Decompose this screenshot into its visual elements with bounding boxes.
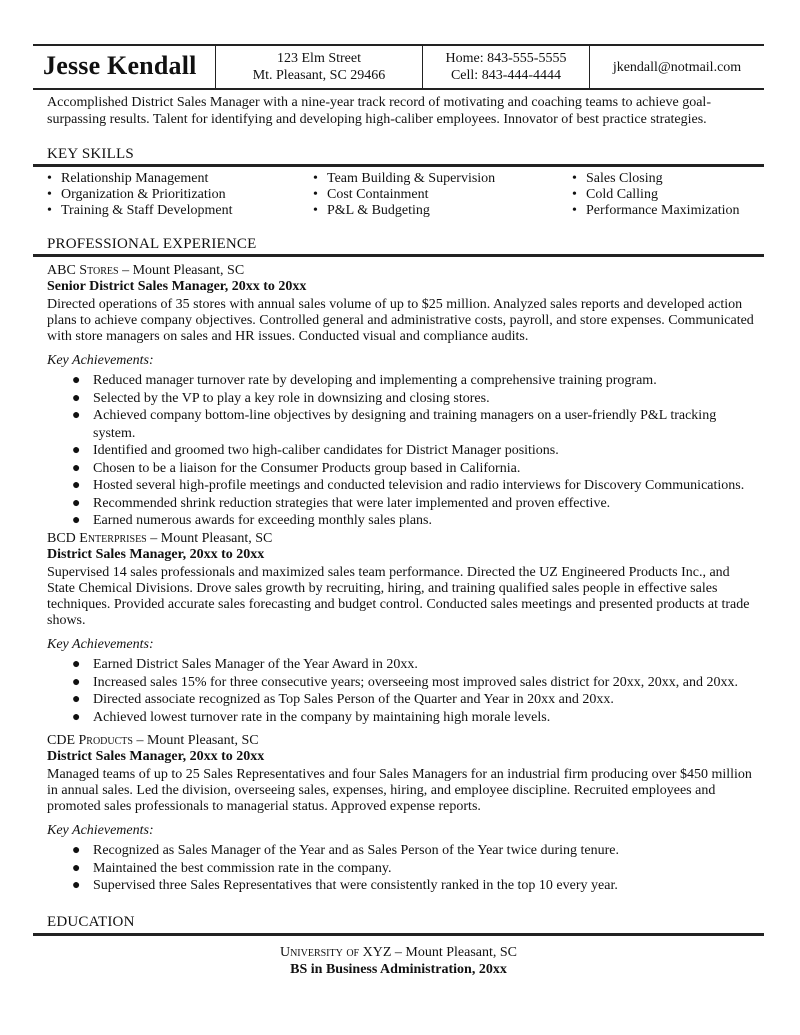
skill-item: • Sales Closing	[572, 171, 663, 186]
bullet-icon: •	[313, 203, 318, 218]
list-item: ● Supervised three Sales Representatives that were consistently ranked in the top 10 every year.	[72, 878, 618, 893]
skill-item: • Team Building & Supervision	[313, 171, 496, 186]
section-rule	[33, 933, 764, 936]
address-block	[216, 46, 422, 88]
city-state-zip: Mt. Pleasant, SC 29466	[252, 68, 386, 83]
company-line	[47, 733, 757, 749]
key-achievements-label: Key Achievements:	[47, 823, 154, 838]
list-item: ● Chosen to be a liaison for the Consumer Products group based in California.	[72, 460, 521, 476]
key-achievements-label: Key Achievements:	[47, 637, 154, 652]
bullet-icon: •	[572, 187, 577, 202]
bullet-icon: •	[572, 171, 577, 186]
skill-item: • P&L & Budgeting	[313, 203, 430, 218]
candidate-name: Jesse Kendall	[43, 51, 197, 80]
bullet-icon: ●	[72, 860, 81, 876]
bullet-icon: ●	[72, 674, 81, 690]
list-item: ● Directed associate recognized as Top Sales Person of the Quarter and Year in 20xx and 20xx.	[72, 692, 614, 707]
list-item: ● Recognized as Sales Manager of the Year and as Sales Person of the Year twice during tenure.	[72, 843, 620, 858]
skill-item: • Relationship Management	[47, 171, 209, 186]
achievements-list	[47, 656, 757, 726]
skill-item: • Training & Staff Development	[47, 203, 233, 218]
bullet-icon: ●	[72, 495, 81, 511]
bullet-icon: •	[47, 203, 52, 218]
skills-column-2	[313, 171, 495, 219]
company-line	[47, 531, 757, 547]
bullet-icon: ●	[72, 478, 81, 493]
bullet-icon: •	[313, 171, 318, 186]
bullet-icon: ●	[72, 657, 81, 672]
job-entry	[47, 263, 757, 530]
job-description: Supervised 14 sales professionals and maximized sales team performance. Directed the UZ Engineered Products Inc., and State Chemical Divisions. Drove sales growth by recruiting, hiring, and training qualified sales people in effective sales techniques. Provided accurate sales forecasting and budget control. Conducted sales meetings and presented products at trade shows.	[47, 565, 750, 628]
list-item: ● Maintained the best commission rate in the company.	[72, 860, 392, 876]
street-address: 123 Elm Street	[277, 51, 361, 66]
list-item: ● Earned District Sales Manager of the Year Award in 20xx.	[72, 657, 418, 672]
skill-item: • Organization & Prioritization	[47, 187, 226, 202]
company-location: – Mount Pleasant, SC	[118, 263, 245, 278]
bullet-icon: ●	[72, 878, 81, 893]
bullet-icon: ●	[72, 692, 81, 707]
section-rule	[33, 164, 764, 167]
list-item: ● Hosted several high-profile meetings and conducted television and radio interviews for Discovery Communications.	[72, 478, 745, 493]
list-item: ● Identified and groomed two high-caliber candidates for District Manager positions.	[72, 443, 559, 458]
bullet-icon: •	[572, 203, 577, 218]
education-heading: EDUCATION	[47, 914, 135, 930]
cell-phone: Cell: 843-444-4444	[450, 68, 562, 83]
job-entry	[47, 531, 757, 726]
job-title: District Sales Manager, 20xx to 20xx	[47, 749, 265, 764]
list-item: ● Achieved lowest turnover rate in the company by maintaining high morale levels.	[72, 709, 551, 725]
bullet-icon: ●	[72, 460, 81, 476]
bullet-icon: •	[313, 187, 318, 202]
company-line	[47, 263, 757, 279]
job-title: District Sales Manager, 20xx to 20xx	[47, 547, 265, 562]
skills-column-1	[47, 171, 233, 219]
skill-item: • Performance Maximization	[572, 203, 740, 218]
list-item: ● Earned numerous awards for exceeding monthly sales plans.	[72, 513, 433, 528]
bullet-icon: ●	[72, 843, 81, 858]
bullet-icon: ●	[72, 443, 81, 458]
list-item: ● Increased sales 15% for three consecutive years; overseeing most improved sales district for 20xx, 20xx, and 20xx.	[72, 674, 738, 690]
bullet-icon: ●	[72, 373, 81, 388]
skill-item: • Cold Calling	[572, 187, 658, 202]
phone-block	[423, 46, 589, 88]
key-achievements-label: Key Achievements:	[47, 353, 154, 368]
list-item: ● Achieved company bottom-line objectives by designing and training managers on a user-friendly P&L tracking system.	[72, 408, 717, 441]
key-skills-heading: KEY SKILLS	[47, 146, 134, 162]
education-block	[33, 944, 764, 978]
school-line	[33, 944, 764, 961]
bullet-icon: ●	[72, 709, 81, 725]
skills-column-3	[572, 171, 740, 219]
bullet-icon: •	[47, 171, 52, 186]
skill-item: • Cost Containment	[313, 187, 429, 202]
job-description: Directed operations of 35 stores with annual sales volume of up to $25 million. Analyzed sales reports and developed action plans to achieve company objectives. Controlled general and administrative costs, payroll, and store expenses. Communicated with store managers on sales and HR issues. Conducted visual and compliance audits.	[47, 297, 754, 344]
company-name: BCD Enterprises	[47, 531, 147, 546]
bullet-icon: ●	[72, 408, 81, 423]
header-band	[33, 44, 764, 90]
list-item: ● Reduced manager turnover rate by developing and implementing a comprehensive training program.	[72, 373, 657, 388]
email-block	[590, 46, 764, 88]
list-item: ● Selected by the VP to play a key role in downsizing and closing stores.	[72, 390, 490, 406]
job-description: Managed teams of up to 25 Sales Representatives and four Sales Managers for an industrial firm producing over $450 million in annual sales. Led the division, overseeing sales, expenses, hiring, and employee discipline. Recruited employees and promoted sales professionals to managerial status. Approved expense reports.	[47, 767, 752, 814]
job-entry	[47, 733, 757, 895]
home-phone: Home: 843-555-5555	[445, 51, 567, 66]
company-name: CDE Products	[47, 733, 133, 748]
company-location: – Mount Pleasant, SC	[132, 733, 259, 748]
bullet-icon: ●	[72, 390, 81, 406]
company-name: ABC Stores	[47, 263, 119, 278]
email-address[interactable]: jkendall@notmail.com	[612, 59, 742, 75]
school-location: – Mount Pleasant, SC	[391, 945, 518, 960]
bullet-icon: •	[47, 187, 52, 202]
bullet-icon: ●	[72, 513, 81, 528]
section-rule	[33, 254, 764, 257]
achievements-list	[47, 842, 757, 895]
company-location: – Mount Pleasant, SC	[146, 531, 273, 546]
school-name: University of XYZ	[279, 945, 392, 960]
experience-heading: PROFESSIONAL EXPERIENCE	[47, 236, 257, 252]
job-title: Senior District Sales Manager, 20xx to 20xx	[47, 279, 307, 294]
degree: BS in Business Administration, 20xx	[290, 962, 507, 977]
list-item: ● Recommended shrink reduction strategies that were later implemented and proven effective.	[72, 495, 611, 511]
summary-paragraph: Accomplished District Sales Manager with a nine-year track record of motivating and coaching teams to achieve goal-surpassing results. Talent for identifying and developing high-caliber employees. Innovator of best practice strategies.	[47, 95, 711, 127]
achievements-list	[47, 372, 757, 530]
